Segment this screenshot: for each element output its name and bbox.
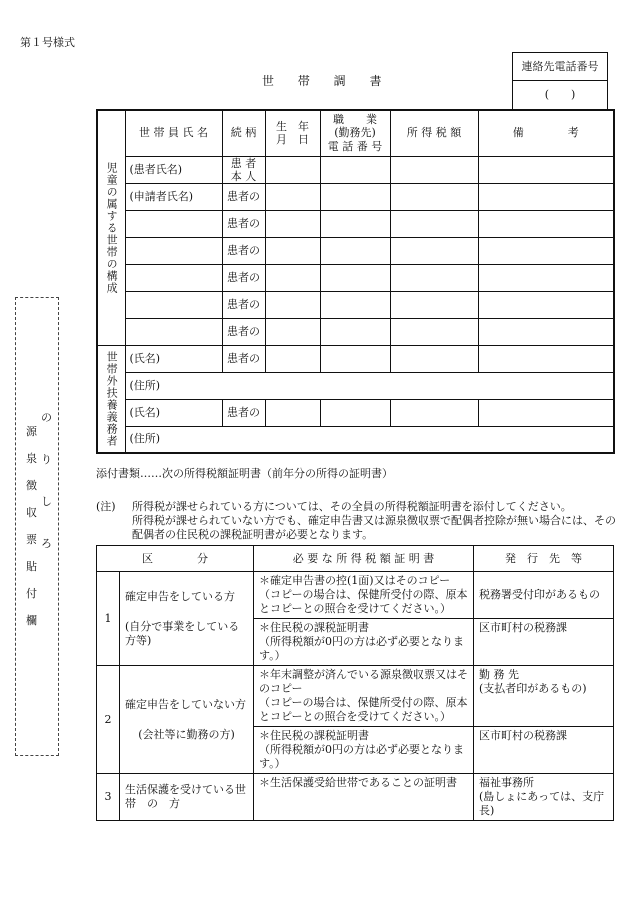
stamp-char: ろ [41,537,52,550]
job-cell[interactable] [320,291,390,318]
certificate-text: ＊確定申告書の控(1面)又はそのコピー （コピーの場合は、保健所受付の際、原本とコピーとの照合を受けてください。） [259,574,468,615]
outside-address-cell[interactable]: (住所) [125,372,614,399]
stamp-label-margin [41,412,52,869]
job-cell[interactable] [320,237,390,264]
member-name-cell[interactable]: (申請者氏名) [125,183,222,210]
header-birth [265,110,320,156]
tax-cell[interactable] [390,237,478,264]
certificate-text: ＊住民税の課税証明書 （所得税額が0円の方は必ず必要となります。） [259,729,464,770]
category-main: 生活保護を受けている世 帯 の 方 [125,783,257,810]
contact-phone-box [512,52,608,109]
birth-cell[interactable] [265,210,320,237]
job-cell[interactable] [320,345,390,372]
section-outside-label: 世帯外扶養義務者 [97,345,125,453]
remarks-cell[interactable] [478,318,614,345]
certificate-header-row [97,546,614,572]
remarks-cell[interactable] [478,210,614,237]
relation-cell: 患者の [222,291,265,318]
category-sub: (自分で事業をしている方等) [125,619,240,647]
table-row [97,156,614,183]
birth-cell[interactable] [265,318,320,345]
header-certificate: 必 要 な 所 得 税 額 証 明 書 [254,546,474,572]
job-cell[interactable] [320,399,390,426]
table-row [97,318,614,345]
row-number: 2 [97,666,120,774]
row-number: 1 [97,572,120,666]
stamp-char: 欄 [26,614,37,627]
member-name-cell[interactable] [125,264,222,291]
header-remarks: 備 考 [478,110,614,156]
birth-cell[interactable] [265,156,320,183]
category-cell [120,666,254,774]
issuer-cell: 勤 務 先 (支払者印があるもの) [474,666,614,727]
job-cell[interactable] [320,183,390,210]
stamp-char: 徴 [26,479,37,492]
outside-address-cell[interactable]: (住所) [125,426,614,453]
header-issuer: 発 行 先 等 [474,546,614,572]
stamp-char: 源 [26,425,37,438]
header-job-3: 電 話 番 号 [327,140,383,154]
header-relation: 続 柄 [222,110,265,156]
table-row [97,183,614,210]
table-row [97,264,614,291]
table-row [97,666,614,727]
note-mark: (注) [96,500,116,513]
certificate-cell [254,619,474,666]
member-name-cell[interactable] [125,237,222,264]
relation-cell: 患者の [222,183,265,210]
stamp-char: 付 [26,587,37,600]
tax-cell[interactable] [390,291,478,318]
member-name-cell[interactable] [125,318,222,345]
note-text-2: 所得税が課せられていない方でも、確定申告書又は源泉徴収票で配偶者控除が無い場合には、その配偶者の住民税の課税証明書が必要となります。 [132,514,616,541]
job-cell[interactable] [320,318,390,345]
relation-cell: 患 者 本 人 [222,156,265,183]
stamp-char: の [41,411,52,424]
issuer-cell: 福祉事務所 (島しょにあっては、支庁長) [474,774,614,821]
header-tax: 所 得 税 額 [390,110,478,156]
header-birth-bottom: 月 日 [276,133,309,147]
stamp-char: 収 [26,506,37,519]
form-number: 第１号様式 [20,36,75,49]
header-job [320,110,390,156]
table-row [97,372,614,399]
member-name-cell[interactable] [125,291,222,318]
household-header-row [97,110,614,156]
page-title: 世 帯 調 書 [262,74,392,88]
tax-cell[interactable] [390,318,478,345]
tax-cell[interactable] [390,345,478,372]
remarks-cell[interactable] [478,264,614,291]
category-cell [120,774,257,821]
note-line-1 [96,500,616,514]
stamp-char: し [41,495,52,508]
outside-name-cell[interactable]: (氏名) [125,345,222,372]
birth-cell[interactable] [265,291,320,318]
job-cell[interactable] [320,210,390,237]
certificate-cell [254,727,474,774]
tax-cell[interactable] [390,399,478,426]
certificate-cell [254,572,474,619]
row-number: 3 [97,774,120,821]
stamp-char: 票 [26,533,37,546]
certificate-table [96,545,614,821]
header-job-1: 職 業 [333,112,377,126]
note-block [96,500,616,542]
tax-cell[interactable] [390,183,478,210]
category-main: 確定申告をしている方 [125,589,235,603]
contact-phone-label: 連絡先電話番号 [513,53,607,81]
table-row [97,399,614,426]
birth-cell[interactable] [265,237,320,264]
table-row [97,210,614,237]
relation-cell: 患者の [222,210,265,237]
section-household-label: 児童の属する世帯の構成 [97,110,125,345]
birth-cell[interactable] [265,264,320,291]
tax-cell[interactable] [390,156,478,183]
header-job-2: (勤務先) [334,126,376,140]
stamp-char: 貼 [26,560,37,573]
household-table [96,109,615,454]
category-main: 確定申告をしていない方 [125,697,246,711]
withholding-slip-stamp-area [15,297,59,756]
remarks-cell[interactable] [478,237,614,264]
table-row [97,237,614,264]
table-row [97,345,614,372]
relation-cell: 患者の [222,264,265,291]
header-name: 世 帯 員 氏 名 [125,110,222,156]
stamp-label-main [26,426,37,883]
contact-phone-field[interactable]: ( ) [544,88,576,102]
header-category: 区 分 [97,546,254,572]
issuer-cell: 区市町村の税務課 [474,619,614,666]
birth-cell[interactable] [265,399,320,426]
issuer-cell: 税務署受付印があるもの [474,572,614,619]
stamp-char: 泉 [26,452,37,465]
job-cell[interactable] [320,264,390,291]
stamp-char: り [41,453,52,466]
header-birth-top: 生 年 [276,119,309,133]
relation-cell: 患者の [222,345,265,372]
relation-cell: 患者の [222,237,265,264]
remarks-cell[interactable] [478,399,614,426]
table-row [97,426,614,453]
certificate-text: ＊住民税の課税証明書 （所得税額が0円の方は必ず必要となります。） [259,621,464,662]
category-cell [120,572,254,666]
table-row [97,572,614,619]
birth-cell[interactable] [265,183,320,210]
member-name-cell[interactable] [125,210,222,237]
member-name-cell[interactable]: (患者氏名) [125,156,222,183]
relation-cell: 患者の [222,399,265,426]
tax-cell[interactable] [390,210,478,237]
attachment-note: 添付書類……次の所得税額証明書（前年分の所得の証明書） [96,467,393,480]
certificate-text: ＊生活保護受給世帯であることの証明書 [259,776,457,789]
tax-cell[interactable] [390,264,478,291]
outside-name-cell[interactable]: (氏名) [125,399,222,426]
remarks-cell[interactable] [478,183,614,210]
category-sub: (会社等に勤務の方) [138,727,235,741]
relation-cell: 患者の [222,318,265,345]
table-row [97,774,614,821]
certificate-cell [254,774,474,821]
remarks-cell[interactable] [478,156,614,183]
note-text-1: 所得税が課せられている方については、その全員の所得税額証明書を添付してください。 [132,500,572,513]
certificate-text: ＊年末調整が済んでいる源泉徴収票又はそのコピー （コピーの場合は、保健所受付の際、原本とコピーとの照合を受けてください。） [259,668,468,723]
table-row [97,291,614,318]
job-cell[interactable] [320,156,390,183]
issuer-cell: 区市町村の税務課 [474,727,614,774]
remarks-cell[interactable] [478,345,614,372]
remarks-cell[interactable] [478,291,614,318]
birth-cell[interactable] [265,345,320,372]
certificate-cell [254,666,474,727]
